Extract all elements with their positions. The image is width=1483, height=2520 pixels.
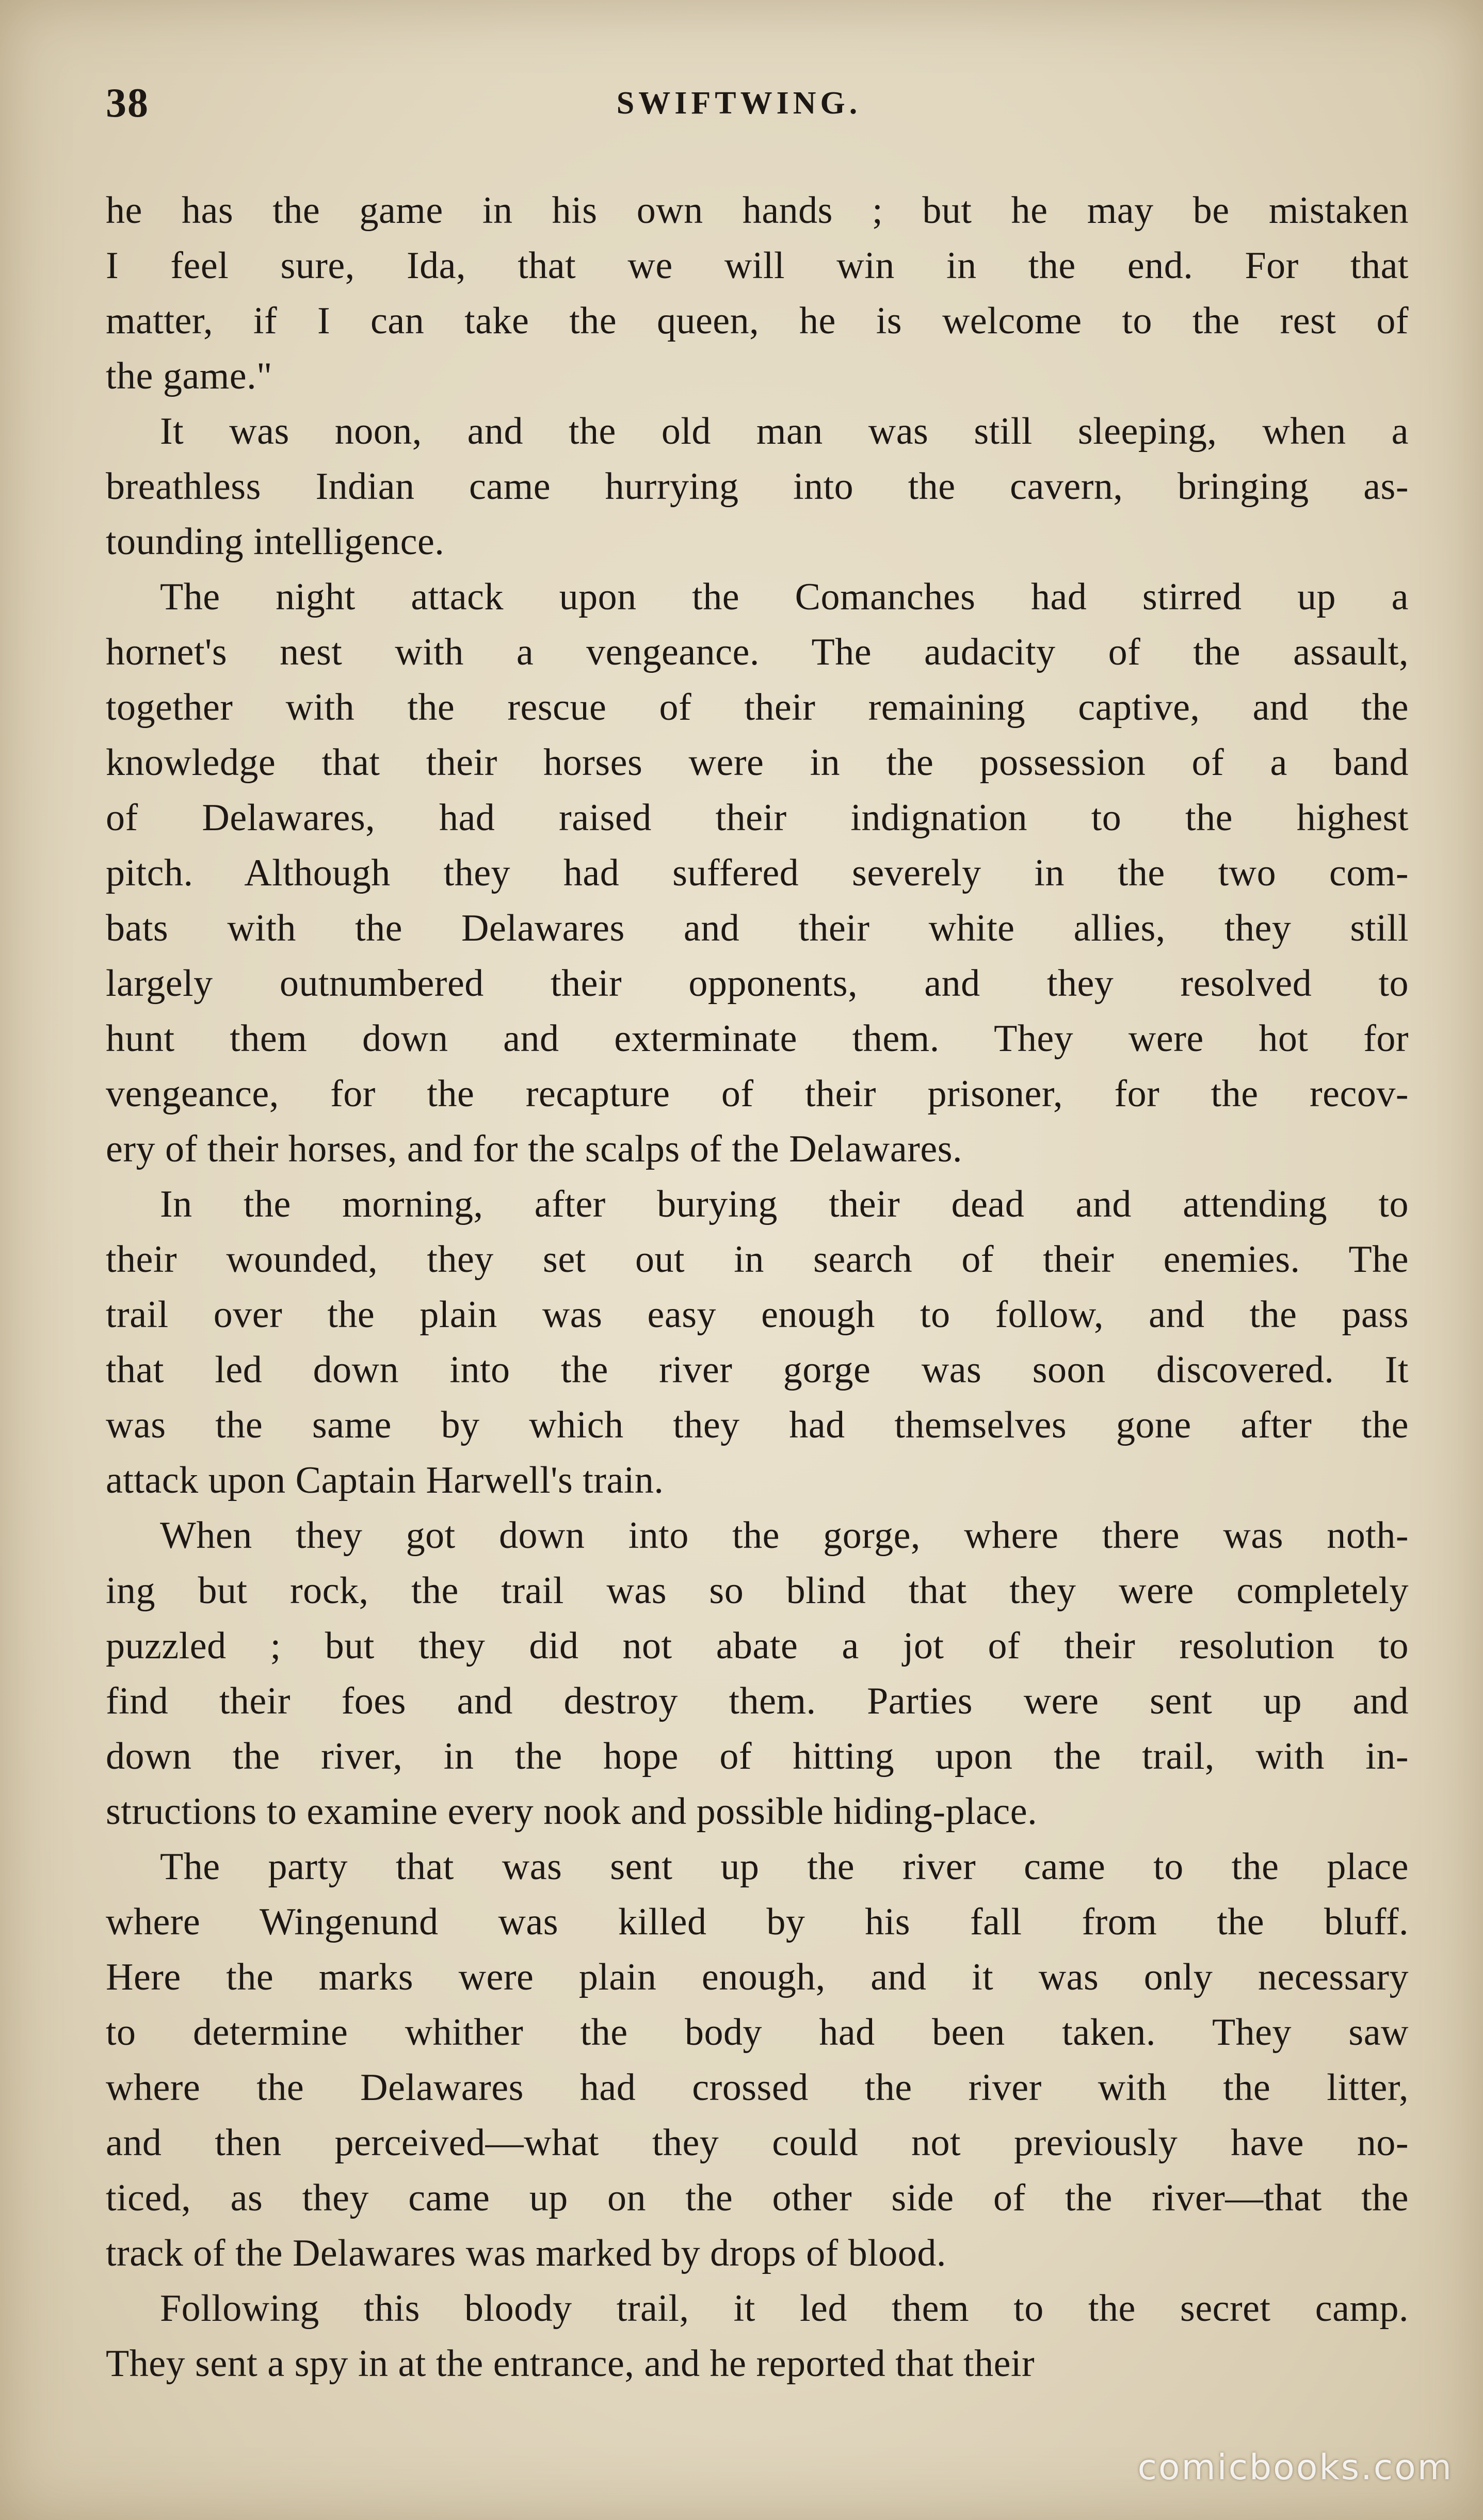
text-line: It was noon, and the old man was still sleeping, when a xyxy=(160,410,1409,453)
text-line: and then perceived—what they could not previously have no- xyxy=(106,2122,1409,2164)
text-line: down the river, in the hope of hitting upon the trail, with in- xyxy=(106,1735,1409,1778)
text-line: track of the Delawares was marked by drops of blood. xyxy=(106,2232,946,2274)
text-line: ticed, as they came up on the other side of the river—that the xyxy=(106,2177,1409,2219)
text-line: tounding intelligence. xyxy=(106,521,445,563)
text-line: pitch. Although they had suffered severely in the two com- xyxy=(106,852,1409,894)
text-line: hunt them down and exterminate them. They were hot for xyxy=(106,1017,1409,1060)
text-line: find their foes and destroy them. Parties were sent up and xyxy=(106,1680,1409,1722)
paragraph xyxy=(106,570,1409,1177)
text-line: bats with the Delawares and their white allies, they still xyxy=(106,907,1409,949)
paragraph xyxy=(106,2281,1409,2392)
text-line: trail over the plain was easy enough to follow, and the pass xyxy=(106,1294,1409,1336)
text-line: of Delawares, had raised their indignation to the highest xyxy=(106,797,1409,839)
text-line: The night attack upon the Comanches had stirred up a xyxy=(160,576,1409,618)
text-line: structions to examine every nook and possible hiding-place. xyxy=(106,1790,1038,1833)
text-line: They sent a spy in at the entrance, and he reported that their xyxy=(106,2343,1035,2385)
text-line: together with the rescue of their remaining captive, and the xyxy=(106,686,1409,729)
text-line: In the morning, after burying their dead and attending to xyxy=(160,1183,1409,1225)
paragraph xyxy=(106,404,1409,570)
text-line: he has the game in his own hands ; but he may be mistaken xyxy=(106,189,1409,232)
text-line: Here the marks were plain enough, and it was only necessary xyxy=(106,1956,1409,1998)
text-line: where Wingenund was killed by his fall from the bluff. xyxy=(106,1901,1409,1943)
text-line: matter, if I can take the queen, he is welcome to the rest of xyxy=(106,300,1409,342)
text-line: was the same by which they had themselves gone after the xyxy=(106,1404,1409,1446)
paragraph xyxy=(106,183,1409,404)
text-line: that led down into the river gorge was soon discovered. It xyxy=(106,1349,1409,1391)
text-line: attack upon Captain Harwell's train. xyxy=(106,1459,664,1501)
text-line: their wounded, they set out in search of their enemies. The xyxy=(106,1238,1409,1281)
text-line: to determine whither the body had been taken. They saw xyxy=(106,2011,1409,2054)
text-line: largely outnumbered their opponents, and they resolved to xyxy=(106,962,1409,1005)
text-line: vengeance, for the recapture of their prisoner, for the recov- xyxy=(106,1073,1409,1115)
text-line: ery of their horses, and for the scalps of the Delawares. xyxy=(106,1128,963,1170)
text-line: I feel sure, Ida, that we will win in the end. For that xyxy=(106,245,1409,287)
text-line: Following this bloody trail, it led them to the secret camp. xyxy=(160,2287,1409,2330)
paragraph xyxy=(106,1508,1409,1839)
text-line: the game." xyxy=(106,355,272,397)
running-head: SWIFTWING. xyxy=(616,86,862,121)
text-line: where the Delawares had crossed the river with the litter, xyxy=(106,2066,1409,2109)
text-line: ing but rock, the trail was so blind that they were completely xyxy=(106,1570,1409,1612)
paragraph xyxy=(106,1177,1409,1508)
page-header xyxy=(106,80,1372,126)
body-text xyxy=(106,183,1409,2392)
text-line: knowledge that their horses were in the possession of a band xyxy=(106,741,1409,784)
text-line: breathless Indian came hurrying into the cavern, bringing as- xyxy=(106,465,1409,508)
watermark: comicbooks.com xyxy=(1137,2447,1453,2488)
text-line: When they got down into the gorge, where there was noth- xyxy=(160,1514,1409,1557)
page-number: 38 xyxy=(106,80,149,126)
text-line: puzzled ; but they did not abate a jot of their resolution to xyxy=(106,1625,1409,1667)
text-line: The party that was sent up the river came to the place xyxy=(160,1846,1409,1888)
paragraph xyxy=(106,1839,1409,2281)
text-line: hornet's nest with a vengeance. The audacity of the assault, xyxy=(106,631,1409,673)
